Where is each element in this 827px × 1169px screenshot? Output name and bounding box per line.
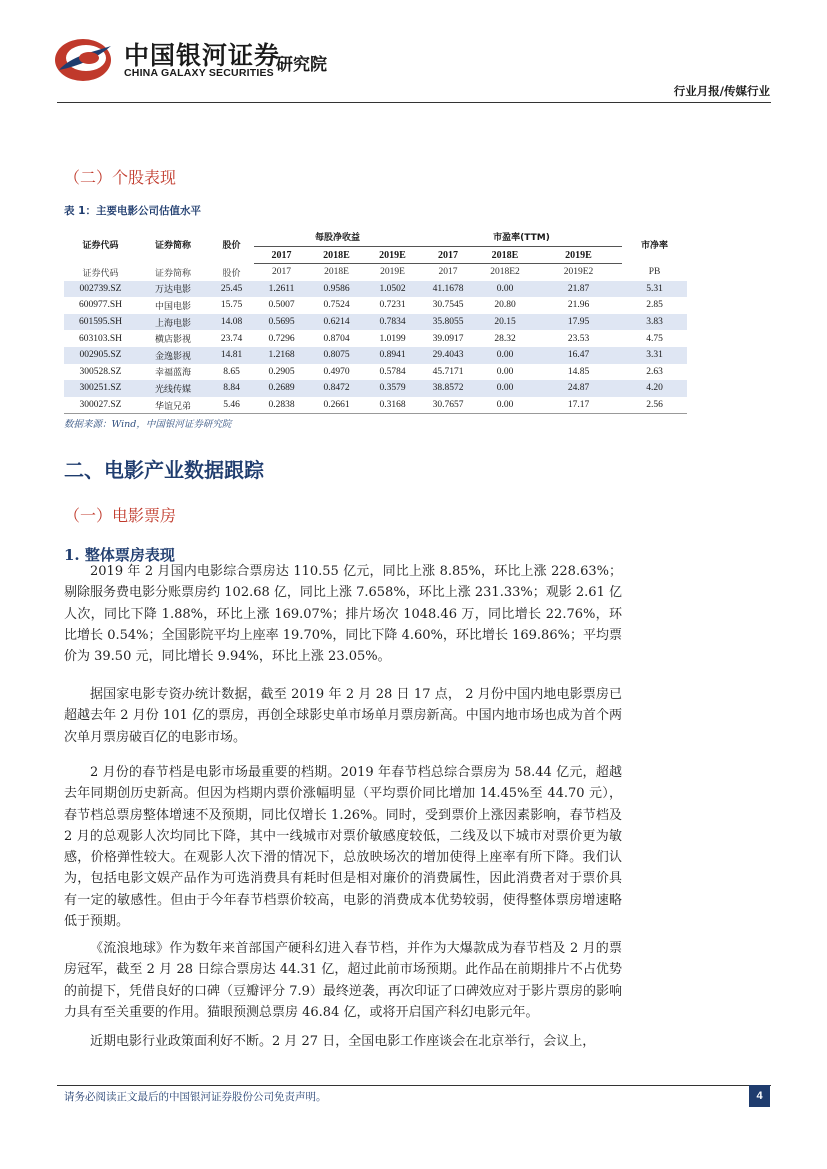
footer-divider bbox=[57, 1085, 771, 1086]
brand-name-cn: 中国银河证券 bbox=[124, 41, 281, 70]
table-cell: 中国电影 bbox=[154, 301, 191, 312]
table-cell: 39.0917 bbox=[432, 333, 464, 344]
table-cell: 证券代码 bbox=[82, 267, 119, 278]
table-cell: 28.32 bbox=[494, 333, 516, 344]
valuation-table-container bbox=[64, 226, 687, 414]
col-header-price: 股价 bbox=[222, 241, 241, 252]
table-cell: 30.7657 bbox=[421, 397, 475, 414]
paragraph: 近期电影行业政策面利好不断。2 月 27 日，全国电影工作座谈会在北京举行，会议上， bbox=[90, 1034, 596, 1049]
table-cell: 0.2661 bbox=[309, 397, 364, 414]
table-cell: 0.6214 bbox=[309, 314, 364, 331]
col-group-pe: 市盈率(TTM) bbox=[421, 226, 622, 247]
table-cell: 0.5695 bbox=[254, 314, 309, 331]
col-header-year: 2018E bbox=[309, 247, 364, 264]
table-cell: 002739.SZ bbox=[64, 281, 137, 298]
table-cell: 29.4043 bbox=[421, 347, 475, 364]
table-cell: 横店影视 bbox=[154, 335, 191, 346]
paragraph: 《流浪地球》作为数年来首部国产硬科幻进入春节档，并作为大爆款成为春节档及 2 月的票房冠军，截至 2 月 28 日综合票房达 44.31 亿，超过此前市场预期。此作品在前期排片不占优势的前提下，凭借良好的口碑（豆瓣评分 7.9）最终逆袭，再次印证了口碑效应对于影片票房的影响力具有至关重要的作用。猫眼预测总票房 46.84 亿，或将开启国产科幻电影元年。 bbox=[64, 941, 622, 1020]
valuation-table bbox=[64, 226, 687, 414]
table-cell: 0.7231 bbox=[379, 300, 406, 311]
page-number: 4 bbox=[749, 1085, 770, 1107]
table-cell: 0.00 bbox=[475, 281, 535, 298]
table-cell: 0.2838 bbox=[254, 397, 309, 414]
table-cell: 4.20 bbox=[622, 380, 687, 397]
table-cell: 2018E2 bbox=[490, 267, 520, 278]
table-cell: 股价 bbox=[222, 267, 241, 278]
table-cell: 300027.SZ bbox=[64, 397, 137, 414]
table-row bbox=[64, 314, 687, 331]
col-header-pb: 市净率 bbox=[641, 241, 669, 252]
table-source-note: 数据来源：Wind，中国银河证券研究院 bbox=[64, 419, 232, 430]
col-group-eps: 每股净收益 bbox=[254, 226, 421, 247]
table-cell: 8.65 bbox=[223, 366, 240, 377]
table-cell: 0.4970 bbox=[323, 366, 350, 377]
table-cell: 4.75 bbox=[646, 333, 663, 344]
paragraph: 2 月份的春节档是电影市场最重要的档期。2019 年春节档总综合票房为 58.44 亿元，超越去年同期创历史新高。但因为档期内票价涨幅明显（平均票价同比增加 14.45%至 44.70 元），春节档总票房整体增速不及预期，同比仅增长 1.26%。同时，受到票价上涨因素影响，春节档及 2 月的总观影人次均同比下降，其中一线城市对票价敏感度较低，二线及以下城市对票价更为敏感，价格弹性较大。在观影人次下滑的情况下，总放映场次的增加使得上座率有所下降。我们认为，包括电影文娱产品作为可选消费具有耗时但是相对廉价的消费属性，因此消费者对于票价具有一定的敏感性。但由于今年春节档票价较高，电影的消费成本优势较弱，使得整体票房增速略低于预期。 bbox=[64, 765, 622, 930]
table-cell: 5.46 bbox=[209, 397, 254, 414]
table-cell: 2017 bbox=[438, 267, 458, 278]
table-cell: 1.2168 bbox=[254, 347, 309, 364]
table-cell: 0.00 bbox=[496, 366, 514, 377]
table-cell: 300528.SZ bbox=[79, 366, 122, 377]
table-cell: 3.83 bbox=[622, 314, 687, 331]
table-cell: 0.7524 bbox=[323, 300, 350, 311]
table-cell: 20.80 bbox=[494, 300, 516, 311]
table-cell: 21.87 bbox=[535, 281, 622, 298]
table-cell: 25.45 bbox=[209, 281, 254, 298]
table-cell: 0.7296 bbox=[268, 333, 295, 344]
table-cell: 金逸影视 bbox=[137, 347, 209, 364]
table-cell: 2.56 bbox=[622, 397, 687, 414]
col-header-year: 2017 bbox=[254, 247, 309, 264]
table-cell: 17.95 bbox=[535, 314, 622, 331]
table-cell: 0.8704 bbox=[323, 333, 350, 344]
col-header-year: 2017 bbox=[421, 247, 475, 264]
table-cell: 证券简称 bbox=[154, 267, 191, 278]
table-cell: 603103.SH bbox=[78, 333, 123, 344]
col-header-year: 2019E bbox=[364, 247, 421, 264]
footer-disclaimer: 请务必阅读正文最后的中国银河证券股份公司免责声明。 bbox=[64, 1091, 327, 1103]
table-cell: 14.08 bbox=[209, 314, 254, 331]
table-cell: 5.31 bbox=[622, 281, 687, 298]
paragraph: 据国家电影专资办统计数据，截至 2019 年 2 月 28 日 17 点， 2 月份中国内地电影票房已超越去年 2 月份 101 亿的票房，再创全球影史单市场单月票房新高。中国内地市场也成为首个两次单月票房破百亿的电影市场。 bbox=[64, 687, 622, 745]
col-header-year: 2019E bbox=[535, 247, 622, 264]
col-header-year: 2018E bbox=[475, 247, 535, 264]
table-cell: 0.8472 bbox=[309, 380, 364, 397]
table-cell: 21.96 bbox=[567, 300, 590, 311]
table-cell: 0.7834 bbox=[364, 314, 421, 331]
table-row bbox=[64, 330, 687, 347]
table-cell: 0.00 bbox=[475, 397, 535, 414]
table-title: 表 1：主要电影公司估值水平 bbox=[64, 205, 201, 217]
table-cell: 300251.SZ bbox=[64, 380, 137, 397]
table-row bbox=[64, 281, 687, 298]
table-cell: 600977.SH bbox=[78, 300, 123, 311]
table-row bbox=[64, 364, 687, 381]
table-cell: 0.8075 bbox=[309, 347, 364, 364]
table-cell: 002905.SZ bbox=[64, 347, 137, 364]
table-cell: 16.47 bbox=[535, 347, 622, 364]
col-header-name: 证券简称 bbox=[154, 241, 191, 252]
table-cell: 2.85 bbox=[646, 300, 663, 311]
table-cell: 30.7545 bbox=[432, 300, 464, 311]
galaxy-logo-icon bbox=[53, 36, 113, 84]
table-cell: 20.15 bbox=[475, 314, 535, 331]
table-cell: 41.1678 bbox=[421, 281, 475, 298]
subsection-title-overall: 1. 整体票房表现 bbox=[64, 546, 175, 564]
table-cell: 3.31 bbox=[622, 347, 687, 364]
table-cell: 0.8941 bbox=[364, 347, 421, 364]
table-cell: 0.3168 bbox=[364, 397, 421, 414]
table-cell: 1.0199 bbox=[379, 333, 406, 344]
table-cell: 601595.SH bbox=[64, 314, 137, 331]
section-title-box-office: （一）电影票房 bbox=[64, 506, 177, 525]
table-cell: 0.9586 bbox=[309, 281, 364, 298]
table-cell: PB bbox=[648, 267, 661, 278]
brand-name-en: CHINA GALAXY SECURITIES bbox=[124, 67, 274, 79]
table-cell: 1.0502 bbox=[364, 281, 421, 298]
table-row bbox=[64, 297, 687, 314]
table-cell: 8.84 bbox=[209, 380, 254, 397]
table-cell: 万达电影 bbox=[137, 281, 209, 298]
table-cell: 14.85 bbox=[567, 366, 590, 377]
report-category: 行业月报/传媒行业 bbox=[673, 84, 770, 98]
table-cell: 23.53 bbox=[567, 333, 590, 344]
table-cell: 2018E bbox=[324, 267, 349, 278]
institute-label: 研究院 bbox=[276, 55, 327, 75]
table-cell: 幸福蓝海 bbox=[154, 368, 191, 379]
table-cell: 光线传媒 bbox=[137, 380, 209, 397]
table-cell: 45.7171 bbox=[432, 366, 464, 377]
table-cell: 35.8055 bbox=[421, 314, 475, 331]
table-repeat-header-row bbox=[64, 264, 687, 281]
table-cell: 17.17 bbox=[535, 397, 622, 414]
table-cell: 2019E bbox=[380, 267, 405, 278]
table-row bbox=[64, 347, 687, 364]
table-cell: 23.74 bbox=[220, 333, 243, 344]
table-cell: 38.8572 bbox=[421, 380, 475, 397]
table-cell: 2019E2 bbox=[563, 267, 594, 278]
section-title-film-industry: 二、电影产业数据跟踪 bbox=[64, 458, 264, 482]
table-cell: 0.00 bbox=[475, 347, 535, 364]
table-cell: 15.75 bbox=[220, 300, 243, 311]
table-cell: 2017 bbox=[272, 267, 291, 278]
page-header bbox=[0, 0, 827, 110]
header-divider bbox=[57, 102, 771, 103]
table-cell: 上海电影 bbox=[137, 314, 209, 331]
table-cell: 0.5784 bbox=[379, 366, 406, 377]
table-cell: 2.63 bbox=[646, 366, 663, 377]
table-cell: 0.00 bbox=[475, 380, 535, 397]
table-cell: 0.2905 bbox=[268, 366, 295, 377]
col-header-code: 证券代码 bbox=[82, 241, 119, 252]
table-cell: 1.2611 bbox=[254, 281, 309, 298]
table-cell: 0.3579 bbox=[364, 380, 421, 397]
table-cell: 华谊兄弟 bbox=[137, 397, 209, 414]
table-cell: 0.2689 bbox=[254, 380, 309, 397]
table-row bbox=[64, 397, 687, 414]
table-cell: 0.5007 bbox=[268, 300, 295, 311]
paragraph: 2019 年 2 月国内电影综合票房达 110.55 亿元，同比上涨 8.85%，环比上涨 228.63%；剔除服务费电影分账票房约 102.68 亿，同比上涨 7.658%，环比上涨 231.33%；观影 2.61 亿人次，同比下降 1.88%，环比上涨 169.07%；排片场次 1048.46 万，同比增长 22.76%，环比增长 0.54%；全国影院平均上座率 19.70%，同比下降 4.60%，环比增长 169.86%；平均票价为 39.50 元，同比增长 9.94%，环比上涨 23.05%。 bbox=[64, 564, 622, 665]
table-cell: 14.81 bbox=[209, 347, 254, 364]
table-cell: 24.87 bbox=[535, 380, 622, 397]
table-row bbox=[64, 380, 687, 397]
section-title-stocks: （二）个股表现 bbox=[64, 168, 177, 187]
